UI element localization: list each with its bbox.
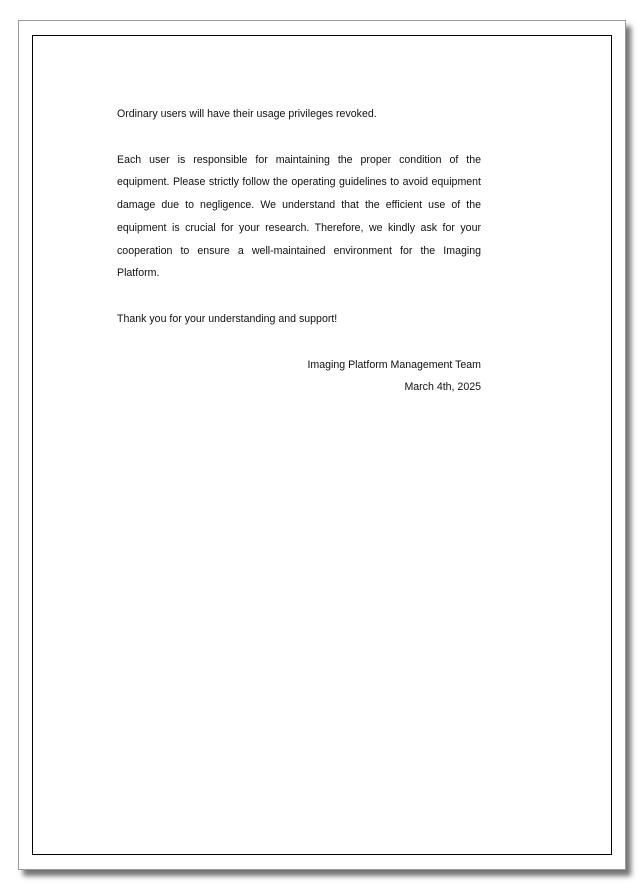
paragraph-responsibility: Each user is responsible for maintaining the proper condition of the equipment. Please strictly follow the operating guidelines to avoid equipment damage due to negligence. We understand that the efficient use of the equipment is crucial for your research. Therefore, we kindly ask for your cooperation to ensure a well-maintained environment for the Imaging Platform. <box>117 153 481 280</box>
paragraph-revocation: Ordinary users will have their usage privileges revoked. <box>117 108 377 120</box>
signature-team: Imaging Platform Management Team <box>307 358 481 371</box>
signature-date: March 4th, 2025 <box>404 381 481 394</box>
paragraph-thanks: Thank you for your understanding and support! <box>117 312 338 325</box>
document-body <box>117 103 481 399</box>
document-page <box>18 20 626 870</box>
